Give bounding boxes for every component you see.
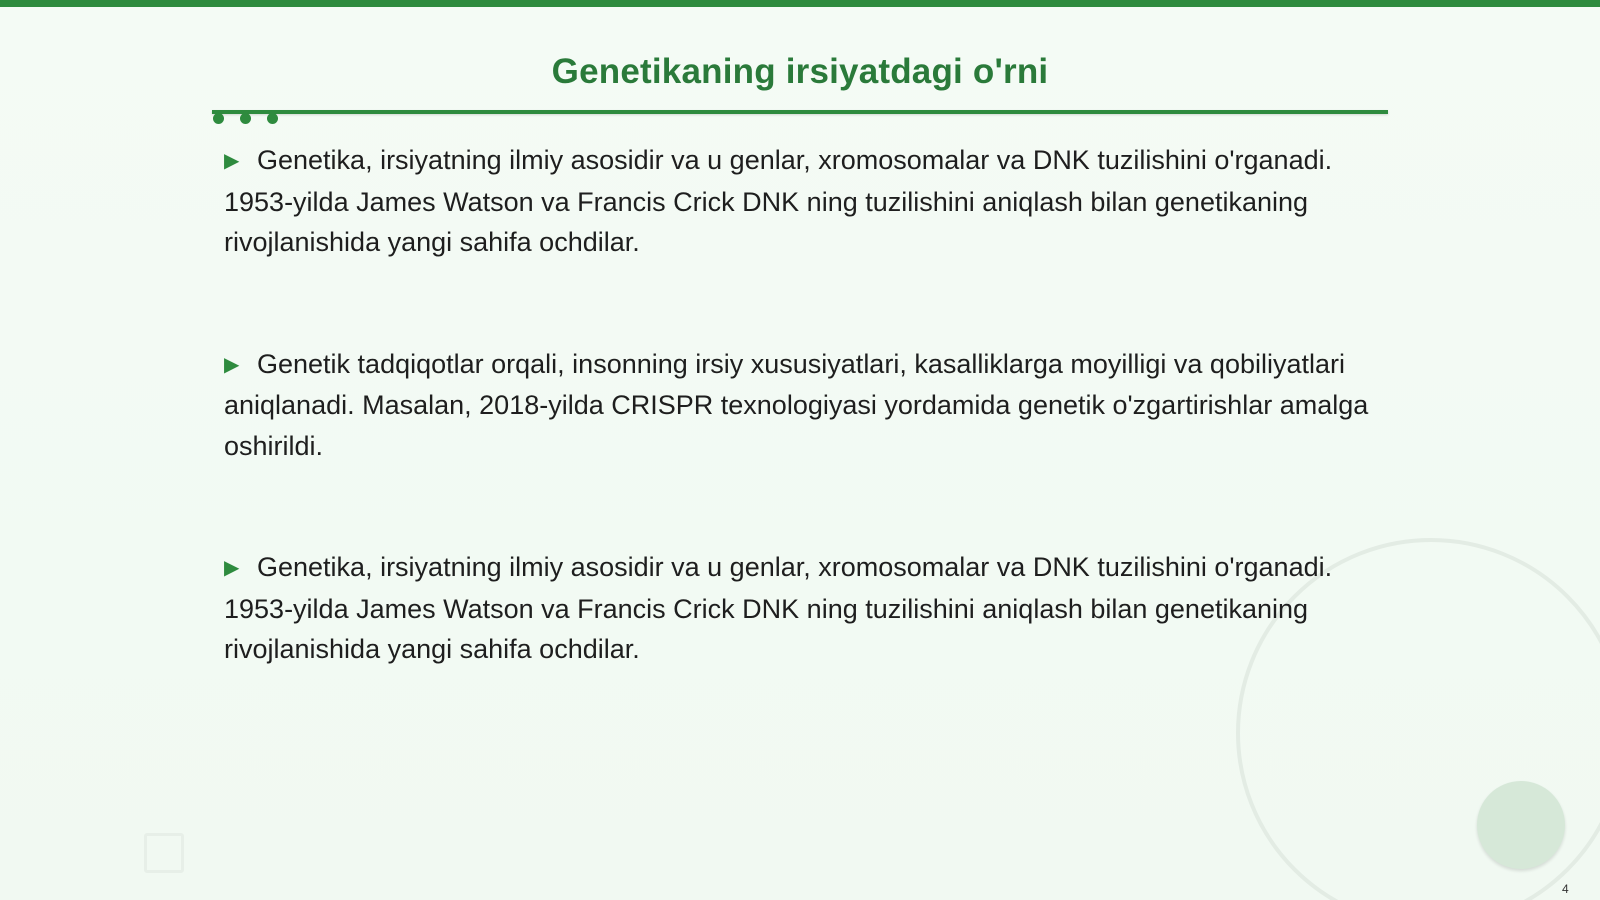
decorative-dot xyxy=(213,113,224,124)
bullet-list xyxy=(224,140,1384,751)
decorative-circle-filled xyxy=(1477,781,1565,869)
bullet-text: Genetik tadqiqotlar orqali, insonning irsiy xususiyatlari, kasalliklarga moyilligi va qobiliyatlari aniqlanadi. Masalan, 2018-yilda CRISPR texnologiyasi yordamida genetik o'zgartirishlar amalga oshirildi. xyxy=(224,348,1369,461)
triangle-bullet-icon: ▶ xyxy=(224,557,240,579)
triangle-bullet-icon: ▶ xyxy=(224,353,240,376)
top-accent-bar xyxy=(0,0,1600,7)
bullet-text: Genetika, irsiyatning ilmiy asosidir va u genlar, xromosomalar va DNK tuzilishini o'rganadi. 1953-yilda James Watson va Francis Crick DNK ning tuzilishini aniqlash bilan genetikaning rivojlanishida yangi sahifa ochdilar. xyxy=(224,145,1333,257)
triangle-bullet-icon: ▶ xyxy=(224,150,240,172)
page-number: 4 xyxy=(1562,882,1569,896)
slide-title: Genetikaning irsiyatdagi o'rni xyxy=(551,52,1049,91)
bullet-item xyxy=(224,140,1384,263)
bullet-item xyxy=(224,547,1384,670)
decorative-dot xyxy=(267,113,278,124)
bullet-item xyxy=(224,344,1384,467)
bullet-text: Genetika, irsiyatning ilmiy asosidir va u genlar, xromosomalar va DNK tuzilishini o'rganadi. 1953-yilda James Watson va Francis Crick DNK ning tuzilishini aniqlash bilan genetikaning rivojlanishida yangi sahifa ochdilar. xyxy=(224,552,1333,664)
title-underline xyxy=(212,110,1388,114)
decorative-square xyxy=(144,833,184,873)
decorative-dot xyxy=(240,113,251,124)
